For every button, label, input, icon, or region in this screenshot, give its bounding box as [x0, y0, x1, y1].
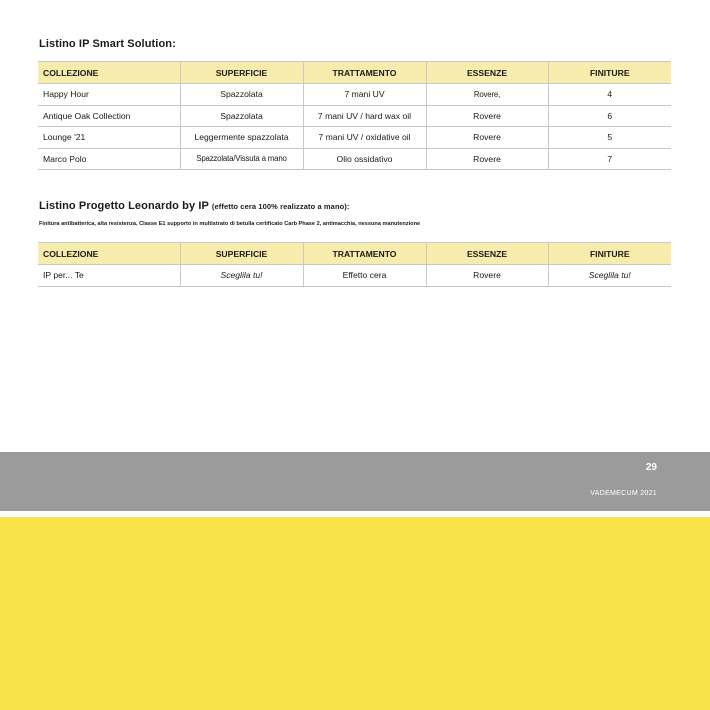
- cell-collezione: Antique Oak Collection: [38, 105, 180, 127]
- cell-finiture: 5: [548, 127, 671, 149]
- cell-superficie: Spazzolata/Vissuta a mano: [180, 148, 303, 170]
- leonardo-title: [39, 200, 350, 212]
- header-finiture: FINITURE: [548, 243, 671, 265]
- table-header-row: [38, 62, 671, 84]
- header-superficie: SUPERFICIE: [180, 62, 303, 84]
- cell-superficie: Sceglila tu!: [180, 265, 303, 287]
- cell-trattamento: Olio ossidativo: [303, 148, 426, 170]
- cell-trattamento: 7 mani UV / oxidative oil: [303, 127, 426, 149]
- header-essenze: ESSENZE: [426, 243, 548, 265]
- cell-superficie: Leggermente spazzolata: [180, 127, 303, 149]
- header-collezione: COLLEZIONE: [38, 243, 180, 265]
- table-row: [38, 265, 671, 287]
- yellow-block: [0, 517, 710, 710]
- cell-collezione: Happy Hour: [38, 84, 180, 106]
- cell-collezione: IP per... Te: [38, 265, 180, 287]
- cell-essenze: Rovere: [426, 127, 548, 149]
- table-row: [38, 148, 671, 170]
- footer-label: VADEMECUM 2021: [590, 490, 657, 497]
- header-collezione: COLLEZIONE: [38, 62, 180, 84]
- header-finiture: FINITURE: [548, 62, 671, 84]
- leonardo-title-text: Listino Progetto Leonardo by IP: [39, 200, 209, 212]
- header-trattamento: TRATTAMENTO: [303, 62, 426, 84]
- cell-collezione: Lounge '21: [38, 127, 180, 149]
- table-header-row: [38, 243, 671, 265]
- cell-essenze: Rovere,: [426, 84, 548, 106]
- cell-trattamento: Effetto cera: [303, 265, 426, 287]
- cell-trattamento: 7 mani UV / hard wax oil: [303, 105, 426, 127]
- header-superficie: SUPERFICIE: [180, 243, 303, 265]
- cell-superficie: Spazzolata: [180, 105, 303, 127]
- cell-finiture: 7: [548, 148, 671, 170]
- smart-solution-title-text: Listino IP Smart Solution:: [39, 38, 176, 50]
- table-row: [38, 105, 671, 127]
- smart-solution-table: [38, 61, 671, 170]
- smart-solution-title: [39, 38, 176, 50]
- leonardo-table: [38, 242, 671, 287]
- header-essenze: ESSENZE: [426, 62, 548, 84]
- cell-finiture: 6: [548, 105, 671, 127]
- leonardo-title-note: (effetto cera 100% realizzato a mano):: [211, 202, 350, 211]
- cell-trattamento: 7 mani UV: [303, 84, 426, 106]
- page-number: 29: [645, 462, 657, 473]
- table-row: [38, 127, 671, 149]
- cell-essenze: Rovere: [426, 105, 548, 127]
- cell-superficie: Spazzolata: [180, 84, 303, 106]
- header-trattamento: TRATTAMENTO: [303, 243, 426, 265]
- cell-finiture: 4: [548, 84, 671, 106]
- table-row: [38, 84, 671, 106]
- leonardo-subtitle: Finitura antibatterica, alta resistenza, Classe E1 supporto in multistrato di betulla certificato Carb Phase 2, antimacchia, nessuna manutenzione: [39, 221, 421, 227]
- cell-essenze: Rovere: [426, 265, 548, 287]
- footer-band: [0, 452, 710, 511]
- cell-finiture: Sceglila tu!: [548, 265, 671, 287]
- cell-collezione: Marco Polo: [38, 148, 180, 170]
- cell-essenze: Rovere: [426, 148, 548, 170]
